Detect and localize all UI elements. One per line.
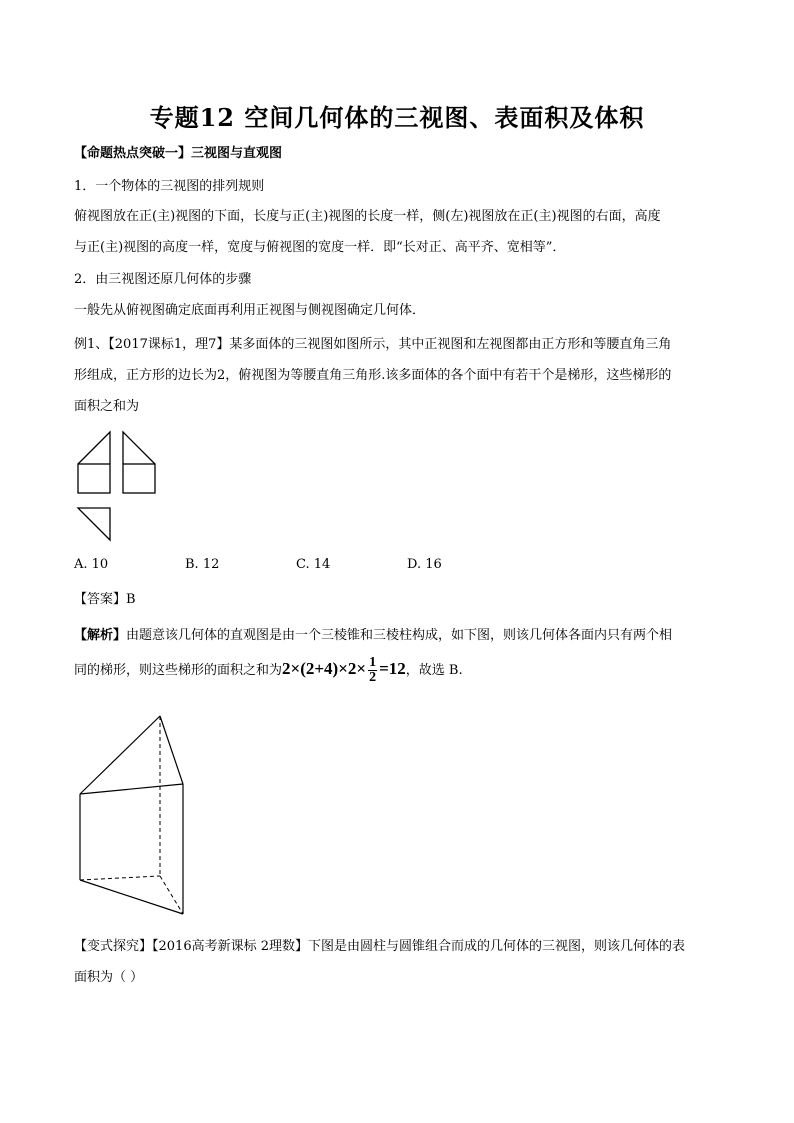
choice-b: B. 12	[185, 557, 220, 572]
example1-line2: 形组成，正方形的边长为2，俯视图为等腰直角三角形.该多面体的各个面中有若干个是梯形，这些梯形的	[74, 368, 672, 383]
analysis-text: 由题意该几何体的直观图是由一个三棱锥和三棱柱构成，如下图，则该几何体各面内只有两个相	[126, 628, 673, 643]
example1-line1: 例1、【2017课标1，理7】某多面体的三视图如图所示，其中正视图和左视图都由正方形和等腰直角三角	[74, 337, 672, 352]
choice-a: A. 10	[74, 557, 109, 572]
analysis-line1	[74, 626, 734, 646]
choice-c: C. 14	[296, 557, 331, 572]
p1-line1: 俯视图放在正(主)视图的下面，长度与正(主)视图的长度一样，侧(左)视图放在正(主)视图的右面，高度	[74, 209, 661, 224]
answer: 【答案】B	[74, 592, 136, 607]
choice-d: D. 16	[407, 557, 442, 572]
p2-heading: 2．由三视图还原几何体的步骤	[74, 272, 252, 287]
p1-heading: 1．一个物体的三视图的排列规则	[74, 179, 265, 194]
variant-line1: 【变式探究】【2016高考新课标 2理数】下图是由圆柱与圆锥组合而成的几何体的三视图，则该几何体的表	[74, 939, 685, 954]
front-view	[78, 432, 110, 493]
p2-line1: 一般先从俯视图确定底面再利用正视图与侧视图确定几何体．	[74, 303, 426, 318]
formula-main: 2×(2+4)×2×	[282, 659, 367, 678]
formula-denominator: 2	[369, 669, 377, 685]
side-view	[123, 432, 155, 493]
formula	[282, 654, 406, 685]
section-heading: 【命题热点突破一】三视图与直观图	[74, 146, 283, 161]
page-title: 专题12 空间几何体的三视图、表面积及体积	[149, 103, 645, 132]
p1-line2: 与正(主)视图的高度一样，宽度与俯视图的宽度一样．即“长对正、高平齐、宽相等”．	[74, 240, 566, 255]
formula-eq: =12	[379, 659, 406, 678]
analysis-line2-pre: 同的梯形，则这些梯形的面积之和为	[74, 663, 283, 678]
formula-fraction	[368, 656, 377, 685]
three-views-figure	[70, 428, 170, 548]
analysis-line2-post: ，故选 B.	[405, 663, 463, 678]
analysis-line2	[74, 652, 734, 688]
solid-figure	[70, 708, 200, 923]
analysis-tag: 【解析】	[74, 628, 127, 643]
variant-line2: 面积为（ ）	[74, 970, 144, 985]
formula-numerator: 1	[369, 654, 377, 670]
example1-line3: 面积之和为	[74, 399, 140, 414]
top-view	[78, 508, 110, 540]
